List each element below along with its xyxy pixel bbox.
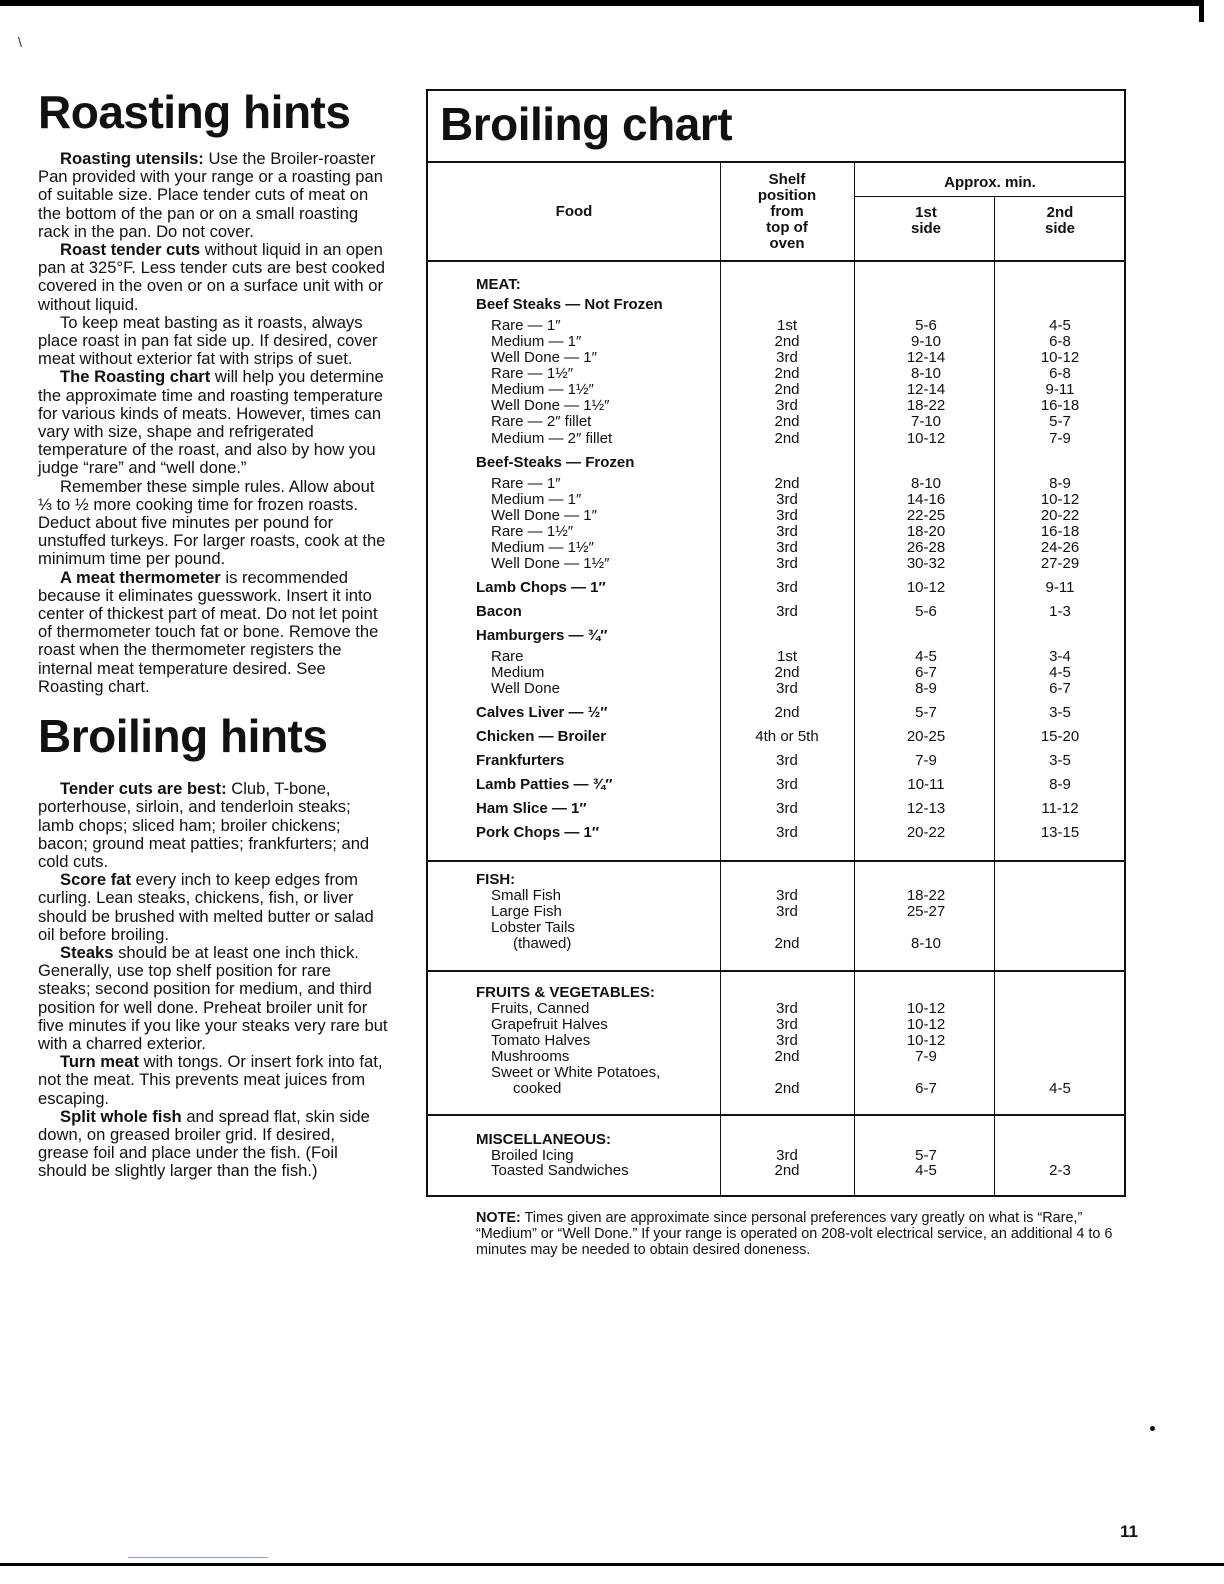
roasting-paragraph-rules bbox=[38, 478, 388, 569]
table-row bbox=[428, 350, 1128, 366]
cell-food: Medium — 1½″ bbox=[491, 539, 594, 556]
cell-shelf-position: 3rd bbox=[776, 1032, 798, 1049]
cell-second-side: 5-7 bbox=[1049, 413, 1071, 430]
chart-note bbox=[476, 1210, 1116, 1258]
table-row bbox=[428, 556, 1128, 572]
cell-food: cooked bbox=[513, 1080, 562, 1097]
table-row bbox=[428, 398, 1128, 414]
cell-second-side: 8-9 bbox=[1049, 776, 1071, 793]
left-column bbox=[38, 86, 388, 1181]
paragraph-text: and spread flat, skin side down, on greased broiler grid. If desired, grease foil and place under the fish. (Foil should be slightly larger than the fish.) bbox=[38, 1106, 370, 1181]
section-fruits-vegetables: FRUITS & VEGETABLES: bbox=[476, 984, 655, 1001]
table-row bbox=[428, 649, 1128, 665]
stray-dot bbox=[1150, 1426, 1155, 1431]
cell-food: Rare — 1½″ bbox=[491, 365, 574, 382]
table-row bbox=[428, 524, 1128, 540]
table-row bbox=[428, 580, 1128, 596]
cell-shelf-position: 3rd bbox=[776, 397, 798, 414]
table-row bbox=[428, 297, 1128, 313]
cell-food: Ham Slice — 1″ bbox=[476, 800, 587, 817]
header-side-line: side bbox=[1044, 220, 1075, 237]
header-shelf-line: from bbox=[770, 203, 804, 220]
cell-second-side: 10-12 bbox=[1040, 349, 1080, 366]
cell-food: (thawed) bbox=[513, 935, 572, 952]
cell-second-side: 4-5 bbox=[1049, 317, 1071, 334]
roasting-hints-body bbox=[38, 150, 388, 696]
cell-first-side: 10-12 bbox=[906, 1016, 946, 1033]
note-text: Times given are approximate since personal preferences vary greatly on what is “Rare,” “Medium” or “Well Done.” If your range is operated on 208-volt electrical service, an additional 4 to 6 minutes may be needed to obtain desired doneness. bbox=[476, 1210, 1113, 1258]
cell-food: Well Done — 1″ bbox=[491, 507, 597, 524]
cell-first-side: 10-12 bbox=[906, 579, 946, 596]
cell-shelf-position: 3rd bbox=[776, 1016, 798, 1033]
cell-food: Rare — 2″ fillet bbox=[491, 413, 592, 430]
header-shelf-line: oven bbox=[769, 235, 805, 252]
cell-first-side: 8-9 bbox=[915, 680, 937, 697]
table-row bbox=[428, 801, 1128, 817]
cell-shelf-position: 3rd bbox=[776, 680, 798, 697]
cell-second-side: 7-9 bbox=[1049, 430, 1071, 447]
paragraph-lead: Tender cuts are best: bbox=[60, 779, 227, 799]
cell-shelf-position: 1st bbox=[776, 317, 797, 334]
cell-first-side: 18-22 bbox=[906, 397, 946, 414]
paragraph-text: with tongs. Or insert fork into fat, not the meat. This prevents meat juices from escaping. bbox=[38, 1052, 383, 1108]
cell-first-side: 26-28 bbox=[906, 539, 946, 556]
cell-first-side: 25-27 bbox=[906, 903, 946, 920]
cell-second-side: 4-5 bbox=[1049, 1080, 1071, 1097]
header-shelf-line: Shelf bbox=[768, 171, 806, 188]
cell-food: Frankfurters bbox=[476, 752, 565, 769]
cell-shelf-position: 2nd bbox=[774, 475, 800, 492]
cell-first-side: 20-25 bbox=[906, 728, 946, 745]
cell-shelf-position: 3rd bbox=[776, 752, 798, 769]
cell-shelf-position: 2nd bbox=[774, 664, 800, 681]
cell-shelf-position: 3rd bbox=[776, 555, 798, 572]
broiling-hints-title: Broiling hints bbox=[38, 710, 328, 763]
table-row bbox=[428, 888, 1128, 904]
cell-food: Well Done — 1½″ bbox=[491, 397, 610, 414]
table-row bbox=[428, 665, 1128, 681]
table-row bbox=[428, 825, 1128, 841]
cell-food: Lobster Tails bbox=[491, 919, 575, 936]
table-row bbox=[428, 476, 1128, 492]
cell-first-side: 7-9 bbox=[915, 1048, 937, 1065]
cell-first-side: 18-22 bbox=[906, 887, 946, 904]
cell-food: Beef Steaks — Not Frozen bbox=[476, 296, 663, 313]
cell-second-side: 6-8 bbox=[1049, 365, 1071, 382]
blue-underline bbox=[128, 1557, 268, 1558]
cell-food: Medium — 2″ fillet bbox=[491, 430, 613, 447]
cell-shelf-position: 3rd bbox=[776, 603, 798, 620]
scan-mark-icon: \ bbox=[18, 34, 22, 50]
cell-food: Rare — 1″ bbox=[491, 475, 561, 492]
chart-title-rule bbox=[428, 161, 1124, 163]
cell-food: Rare — 1½″ bbox=[491, 523, 574, 540]
cell-first-side: 10-12 bbox=[906, 1032, 946, 1049]
cell-shelf-position: 2nd bbox=[774, 413, 800, 430]
cell-food: Medium bbox=[491, 664, 545, 681]
table-row bbox=[428, 431, 1128, 447]
cell-first-side: 7-10 bbox=[910, 413, 942, 430]
table-row bbox=[428, 1001, 1128, 1017]
cell-food: Beef-Steaks — Frozen bbox=[476, 454, 635, 471]
table-row bbox=[428, 492, 1128, 508]
paragraph-text: without liquid in an open pan at 325°F. Less tender cuts are best cooked covered in the oven or on a surface unit with or without liquid. bbox=[38, 240, 386, 314]
cell-food: Lamb Chops — 1″ bbox=[476, 579, 606, 596]
cell-shelf-position: 2nd bbox=[774, 704, 800, 721]
paragraph-lead: Score fat bbox=[60, 870, 132, 890]
cell-food: Tomato Halves bbox=[491, 1032, 591, 1049]
cell-shelf-position: 1st bbox=[776, 648, 797, 665]
cell-first-side: 18-20 bbox=[906, 523, 946, 540]
roasting-paragraph-utensils bbox=[38, 150, 388, 241]
roasting-paragraph-thermometer bbox=[38, 569, 388, 696]
roasting-paragraph-basting bbox=[38, 314, 388, 369]
cell-shelf-position: 2nd bbox=[774, 333, 800, 350]
header-shelf-line: top of bbox=[766, 219, 808, 236]
paragraph-text: To keep meat basting as it roasts, always place roast in pan fat side up. If desired, cover meat without exterior fat with strips of suet. bbox=[38, 312, 378, 369]
cell-shelf-position: 4th or 5th bbox=[755, 728, 819, 745]
cell-food: Well Done bbox=[491, 680, 560, 697]
header-side-line: 2nd bbox=[1046, 204, 1074, 221]
cell-first-side: 8-10 bbox=[910, 475, 942, 492]
cell-first-side: 7-9 bbox=[915, 752, 937, 769]
approx-header-rule bbox=[854, 196, 1126, 197]
paragraph-lead: Split whole fish bbox=[60, 1106, 182, 1126]
cell-second-side: 3-4 bbox=[1049, 648, 1071, 665]
cell-shelf-position: 3rd bbox=[776, 776, 798, 793]
table-row bbox=[428, 729, 1128, 745]
cell-food: Sweet or White Potatoes, bbox=[491, 1064, 661, 1081]
cell-first-side: 5-7 bbox=[915, 704, 937, 721]
header-side-line: 1st bbox=[915, 204, 937, 221]
broiling-chart-title: Broiling chart bbox=[440, 98, 733, 150]
table-row bbox=[428, 366, 1128, 382]
cell-food: Medium — 1″ bbox=[491, 491, 582, 508]
paragraph-text: Remember these simple rules. Allow about ⅓ to ½ more cooking time for frozen roasts. Deduct about five minutes per pound for unstuffed turkeys. For larger roasts, cook at the minimum time per pound. bbox=[38, 476, 386, 569]
cell-food: Grapefruit Halves bbox=[491, 1016, 608, 1033]
table-row bbox=[428, 382, 1128, 398]
broiling-hints-body bbox=[38, 780, 388, 1180]
cell-shelf-position: 3rd bbox=[776, 1147, 798, 1164]
cell-first-side: 6-7 bbox=[915, 1080, 937, 1097]
broiling-paragraph-score-fat bbox=[38, 871, 388, 944]
cell-food: Pork Chops — 1″ bbox=[476, 824, 600, 841]
cell-first-side: 22-25 bbox=[906, 507, 946, 524]
cell-first-side: 6-7 bbox=[915, 664, 937, 681]
cell-food: Mushrooms bbox=[491, 1048, 570, 1065]
table-row bbox=[428, 1163, 1128, 1179]
paragraph-lead: Roast tender cuts bbox=[60, 240, 201, 260]
cell-shelf-position: 3rd bbox=[776, 887, 798, 904]
top-rule-corner bbox=[1199, 0, 1204, 22]
table-row bbox=[428, 753, 1128, 769]
paragraph-text: every inch to keep edges from curling. Lean steaks, chickens, fish, or liver should be brushed with melted butter or salad oil before broiling. bbox=[38, 870, 374, 944]
cell-first-side: 12-13 bbox=[906, 800, 946, 817]
top-rule bbox=[0, 0, 1204, 6]
table-row bbox=[428, 1033, 1128, 1049]
cell-food: Chicken — Broiler bbox=[476, 728, 607, 745]
table-row bbox=[428, 604, 1128, 620]
cell-shelf-position: 2nd bbox=[774, 430, 800, 447]
cell-food: Large Fish bbox=[491, 903, 562, 920]
cell-food: Fruits, Canned bbox=[491, 1000, 590, 1017]
table-row bbox=[428, 540, 1128, 556]
cell-second-side: 10-12 bbox=[1040, 491, 1080, 508]
page-number: 11 bbox=[1120, 1522, 1138, 1541]
cell-shelf-position: 2nd bbox=[774, 365, 800, 382]
table-row bbox=[428, 1017, 1128, 1033]
cell-first-side: 5-6 bbox=[915, 317, 937, 334]
header-bottom-rule bbox=[428, 260, 1126, 262]
section-rule-fruits bbox=[428, 970, 1126, 972]
roasting-paragraph-tender-cuts bbox=[38, 241, 388, 314]
cell-first-side: 14-16 bbox=[906, 491, 946, 508]
cell-second-side: 9-11 bbox=[1045, 579, 1075, 596]
paragraph-lead: Roasting utensils: bbox=[60, 149, 204, 168]
cell-shelf-position: 3rd bbox=[776, 349, 798, 366]
cell-shelf-position: 3rd bbox=[776, 491, 798, 508]
cell-second-side: 2-3 bbox=[1049, 1162, 1071, 1179]
table-row bbox=[428, 508, 1128, 524]
header-first-side bbox=[858, 205, 994, 237]
cell-first-side: 5-7 bbox=[915, 1147, 937, 1164]
roasting-paragraph-chart bbox=[38, 368, 388, 477]
cell-first-side: 4-5 bbox=[915, 1162, 937, 1179]
table-row bbox=[428, 334, 1128, 350]
cell-second-side: 9-11 bbox=[1045, 381, 1075, 398]
cell-shelf-position: 3rd bbox=[776, 903, 798, 920]
cell-shelf-position: 3rd bbox=[776, 824, 798, 841]
header-approx-min: Approx. min. bbox=[944, 174, 1036, 191]
cell-second-side: 16-18 bbox=[1040, 397, 1080, 414]
broiling-chart bbox=[426, 89, 1126, 1197]
section-meat: MEAT: bbox=[476, 276, 521, 293]
table-row bbox=[428, 936, 1128, 952]
cell-first-side: 8-10 bbox=[910, 935, 942, 952]
cell-food: Calves Liver — ½″ bbox=[476, 704, 608, 721]
cell-second-side: 8-9 bbox=[1049, 475, 1071, 492]
cell-first-side: 30-32 bbox=[906, 555, 946, 572]
cell-food: Medium — 1½″ bbox=[491, 381, 594, 398]
cell-first-side: 8-10 bbox=[910, 365, 942, 382]
cell-second-side: 6-7 bbox=[1049, 680, 1071, 697]
table-row bbox=[428, 414, 1128, 430]
paragraph-lead: A meat thermometer bbox=[60, 567, 221, 587]
cell-first-side: 20-22 bbox=[906, 824, 946, 841]
cell-second-side: 3-5 bbox=[1049, 704, 1071, 721]
cell-first-side: 5-6 bbox=[915, 603, 937, 620]
section-rule-misc bbox=[428, 1114, 1126, 1116]
bottom-rule bbox=[0, 1563, 1224, 1566]
cell-food: Broiled Icing bbox=[491, 1147, 574, 1164]
paragraph-lead: Steaks bbox=[60, 942, 114, 962]
table-row bbox=[428, 1081, 1128, 1097]
cell-food: Bacon bbox=[476, 603, 522, 620]
cell-shelf-position: 2nd bbox=[774, 1048, 800, 1065]
table-row bbox=[428, 1049, 1128, 1065]
cell-second-side: 11-12 bbox=[1041, 800, 1079, 817]
cell-first-side: 9-10 bbox=[910, 333, 942, 350]
cell-second-side: 20-22 bbox=[1040, 507, 1080, 524]
table-row bbox=[428, 455, 1128, 471]
cell-food: Well Done — 1½″ bbox=[491, 555, 610, 572]
table-row bbox=[428, 628, 1128, 644]
cell-shelf-position: 2nd bbox=[774, 935, 800, 952]
header-second-side bbox=[994, 205, 1126, 237]
table-row bbox=[428, 777, 1128, 793]
cell-second-side: 4-5 bbox=[1049, 664, 1071, 681]
cell-first-side: 12-14 bbox=[906, 381, 946, 398]
header-shelf-line: position bbox=[757, 187, 817, 204]
cell-second-side: 6-8 bbox=[1049, 333, 1071, 350]
cell-second-side: 16-18 bbox=[1040, 523, 1080, 540]
cell-shelf-position: 3rd bbox=[776, 1000, 798, 1017]
cell-shelf-position: 3rd bbox=[776, 507, 798, 524]
table-row bbox=[428, 904, 1128, 920]
cell-second-side: 24-26 bbox=[1040, 539, 1080, 556]
cell-shelf-position: 3rd bbox=[776, 800, 798, 817]
cell-first-side: 12-14 bbox=[906, 349, 946, 366]
cell-shelf-position: 3rd bbox=[776, 579, 798, 596]
cell-first-side: 10-12 bbox=[906, 430, 946, 447]
cell-food: Medium — 1″ bbox=[491, 333, 582, 350]
section-rule-fish bbox=[428, 860, 1126, 862]
broiling-paragraph-steaks bbox=[38, 944, 388, 1053]
note-lead: NOTE: bbox=[476, 1210, 521, 1226]
table-row bbox=[428, 705, 1128, 721]
cell-second-side: 15-20 bbox=[1040, 728, 1080, 745]
cell-shelf-position: 2nd bbox=[774, 1080, 800, 1097]
paragraph-text: will help you determine the approximate time and roasting temperature for various kinds of meats. However, times can vary with size, shape and refrigerated temperature of the roast, and also by how you judge “rare” and “well done.” bbox=[38, 367, 384, 478]
table-row bbox=[428, 920, 1128, 936]
cell-first-side: 10-12 bbox=[906, 1000, 946, 1017]
cell-food: Rare — 1″ bbox=[491, 317, 561, 334]
paragraph-text: Club, T-bone, porterhouse, sirloin, and tenderloin steaks; lamb chops; sliced ham; broiler chickens; bacon; ground meat patties; frankfurters; and cold cuts. bbox=[38, 779, 370, 871]
broiling-paragraph-split-fish bbox=[38, 1108, 388, 1181]
cell-first-side: 4-5 bbox=[915, 648, 937, 665]
cell-food: Well Done — 1″ bbox=[491, 349, 597, 366]
cell-food: Small Fish bbox=[491, 887, 562, 904]
cell-first-side: 10-11 bbox=[907, 776, 945, 793]
cell-food: Hamburgers — ¾″ bbox=[476, 627, 608, 644]
broiling-paragraph-tender-cuts bbox=[38, 780, 388, 871]
paragraph-lead: Turn meat bbox=[60, 1052, 139, 1072]
header-food: Food bbox=[555, 203, 593, 220]
cell-shelf-position: 2nd bbox=[774, 1162, 800, 1179]
paragraph-text: should be at least one inch thick. Generally, use top shelf position for rare steaks; second position for medium, and third position for well done. Preheat broiler unit for five minutes if you like your steaks very rare but with a charred exterior. bbox=[38, 942, 388, 1053]
table-row bbox=[428, 681, 1128, 697]
cell-shelf-position: 3rd bbox=[776, 523, 798, 540]
table-row bbox=[428, 318, 1128, 334]
cell-food: Rare bbox=[491, 648, 524, 665]
paragraph-text: is recommended because it eliminates guesswork. Insert it into center of thickest part of meat. Do not let point of thermometer touch fat or bone. Remove the roast when the thermometer registers the internal meat temperature desired. See Roasting chart. bbox=[38, 567, 379, 696]
table-row bbox=[428, 1065, 1128, 1081]
cell-second-side: 3-5 bbox=[1049, 752, 1071, 769]
cell-shelf-position: 2nd bbox=[774, 381, 800, 398]
header-shelf bbox=[720, 172, 854, 252]
paragraph-text: Use the Broiler-roaster Pan provided with your range or a roasting pan of suitable size. Place tender cuts of meat on the bottom of the pan or on a small roasting rack in the pan. Do not cover. bbox=[38, 149, 383, 241]
cell-food: Toasted Sandwiches bbox=[491, 1162, 629, 1179]
roasting-hints-title: Roasting hints bbox=[38, 86, 351, 138]
section-miscellaneous: MISCELLANEOUS: bbox=[476, 1131, 611, 1148]
paragraph-lead: The Roasting chart bbox=[60, 367, 211, 387]
cell-second-side: 13-15 bbox=[1040, 824, 1080, 841]
cell-shelf-position: 3rd bbox=[776, 539, 798, 556]
cell-second-side: 27-29 bbox=[1040, 555, 1080, 572]
header-side-line: side bbox=[910, 220, 941, 237]
cell-food: Lamb Patties — ¾″ bbox=[476, 776, 613, 793]
broiling-paragraph-turn-meat bbox=[38, 1053, 388, 1108]
cell-second-side: 1-3 bbox=[1049, 603, 1071, 620]
section-fish: FISH: bbox=[476, 871, 516, 888]
